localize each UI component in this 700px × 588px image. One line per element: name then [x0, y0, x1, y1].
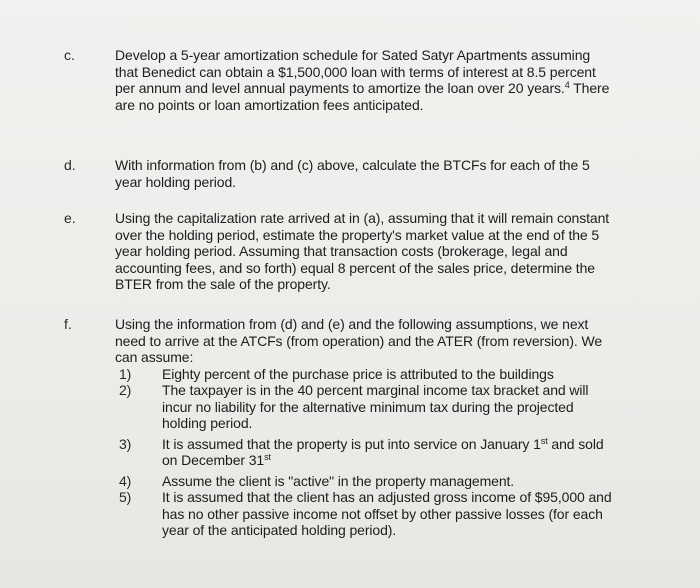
item-text: Using the information from (d) and (e) and the following assumptions, we next need to arrive at the ATCFs (from operation) and the ATER (from reversion). We can assume:	[115, 316, 603, 365]
assumption-number: 4)	[119, 472, 132, 489]
item-letter: f.	[64, 316, 72, 332]
assumption-text-continued: and sold on December 31	[162, 435, 604, 468]
ordinal-suffix: st	[540, 435, 548, 446]
assumption-item	[115, 366, 615, 383]
item-text: Using the capitalization rate arrived at in (a), assuming that it will remain constant over the holding period, estimate the property's market value at the end of the 5 year holding period. Assuming that transaction costs (brokerage, legal and accounting fees, and so forth) equal 8 percent of the sales price, determine the BTER from the sale of the property.	[115, 210, 610, 292]
assumption-text: It is assumed that the property is put into service on January 1	[162, 435, 541, 452]
item-letter: e.	[64, 210, 76, 226]
assumption-text: It is assumed that the client has an adjusted gross income of $95,000 and has no other passive income not offset by other passive losses (for each year of the anticipated holding period).	[162, 489, 612, 538]
assumption-item	[115, 436, 615, 469]
item-body	[115, 157, 615, 190]
item-letter: c.	[64, 47, 75, 63]
assumption-text: The taxpayer is in the 40 percent marginal income tax bracket and will incur no liability for the alternative minimum tax during the projected holding period.	[162, 382, 589, 431]
assumption-text: Eighty percent of the purchase price is attributed to the buildings	[162, 365, 554, 382]
assumption-number: 5)	[119, 489, 132, 505]
item-text: Develop a 5-year amortization schedule for Sated Satyr Apartments assuming that Benedict can obtain a $1,500,000 loan with terms of interest at 8.5 percent per annum and level annual payments to amortize the loan over 20 years.	[115, 47, 596, 96]
item-text-continued: There are no points or loan amortization fees anticipated.	[115, 80, 610, 113]
footnote-marker: 4	[564, 80, 570, 90]
assumption-item	[115, 382, 615, 432]
assumption-item	[115, 489, 615, 539]
assumption-text: Assume the client is "active" in the property management.	[162, 472, 515, 489]
item-letter: d.	[64, 157, 76, 173]
assumption-list	[115, 366, 615, 539]
item-body	[115, 210, 615, 293]
assumption-item	[115, 473, 615, 490]
item-body	[115, 316, 615, 539]
assumption-number: 2)	[119, 382, 132, 398]
assumption-number: 1)	[119, 365, 132, 382]
item-text: With information from (b) and (c) above, calculate the BTCFs for each of the 5 year holding period.	[115, 157, 590, 190]
ordinal-suffix: st	[264, 452, 271, 462]
assumption-number: 3)	[119, 435, 132, 452]
item-body	[115, 47, 615, 113]
